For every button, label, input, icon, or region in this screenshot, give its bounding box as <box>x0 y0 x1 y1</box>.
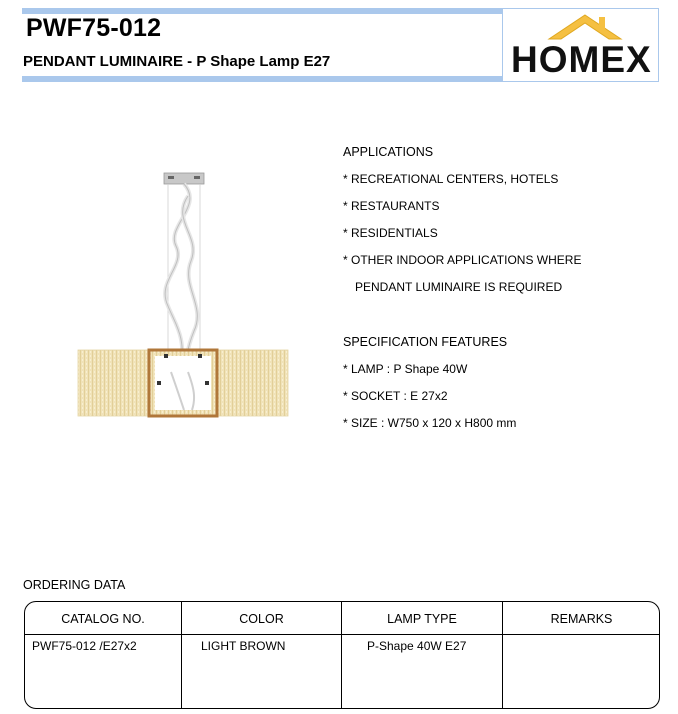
pendant-lamp-image <box>76 166 290 420</box>
product-subtitle: PENDANT LUMINAIRE - P Shape Lamp E27 <box>23 53 331 70</box>
application-item: * RESTAURANTS <box>343 199 440 213</box>
cell-color: LIGHT BROWN <box>201 639 286 653</box>
header-bar-bottom <box>22 76 502 82</box>
applications-title: APPLICATIONS <box>343 145 434 159</box>
specification-title: SPECIFICATION FEATURES <box>343 335 508 349</box>
header-color: COLOR <box>239 612 284 626</box>
header-divider <box>25 634 659 635</box>
spec-item-size: * SIZE : W750 x 120 x H800 mm <box>343 416 517 430</box>
model-number: PWF75-012 <box>26 14 162 42</box>
application-item: * RECREATIONAL CENTERS, HOTELS <box>343 172 559 186</box>
logo-text: HOMEX <box>511 39 652 80</box>
header-remarks: REMARKS <box>550 612 613 626</box>
cell-catalog-no: PWF75-012 /E27x2 <box>32 639 137 653</box>
cell-lamp-type: P-Shape 40W E27 <box>367 639 467 653</box>
application-item: * RESIDENTIALS <box>343 226 438 240</box>
ordering-table <box>24 601 660 709</box>
brand-logo <box>502 8 659 82</box>
spec-item-socket: * SOCKET : E 27x2 <box>343 389 448 403</box>
header-catalog-no: CATALOG NO. <box>61 612 145 626</box>
application-item: * OTHER INDOOR APPLICATIONS WHERE <box>343 253 582 267</box>
ordering-data-title: ORDERING DATA <box>23 578 126 592</box>
spec-item-lamp: * LAMP : P Shape 40W <box>343 362 468 376</box>
application-item-continuation: PENDANT LUMINAIRE IS REQUIRED <box>355 280 563 294</box>
header-lamp-type: LAMP TYPE <box>387 612 457 626</box>
